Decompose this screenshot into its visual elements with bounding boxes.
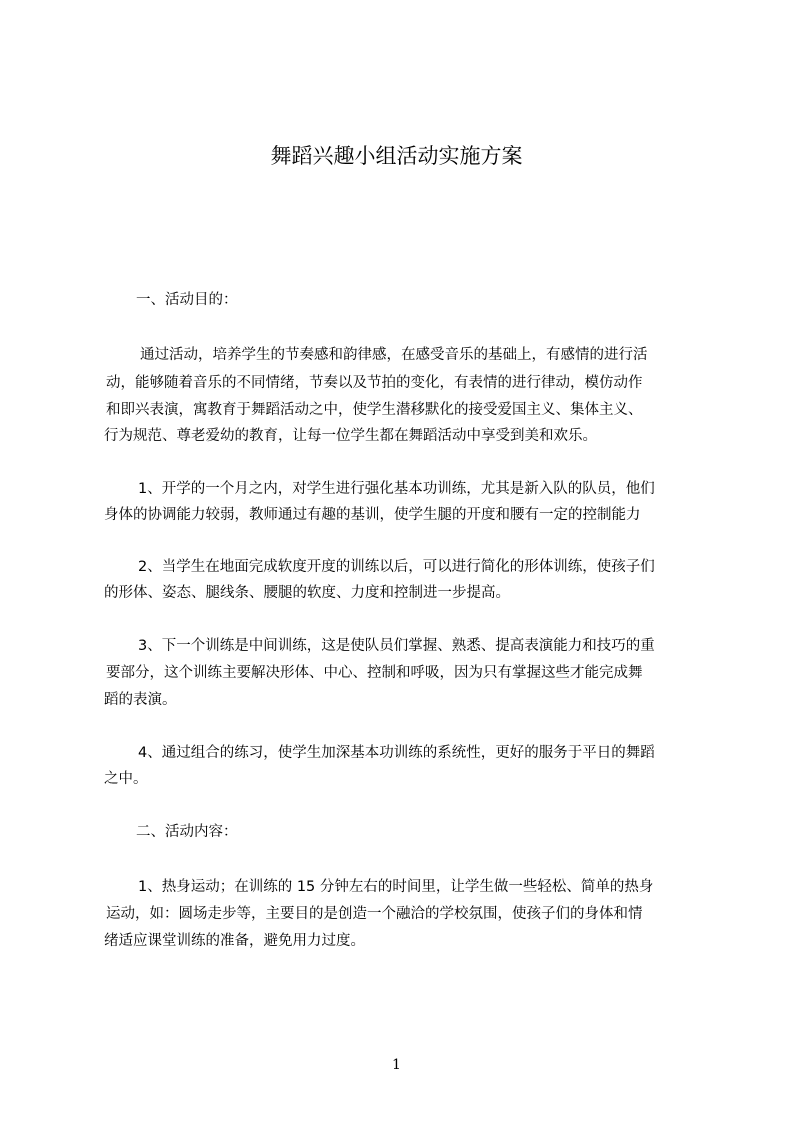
paragraph-line: 要部分，这个训练主要解决形体、中心、控制和呼吸，因为只有掌握这些才能完成舞 xyxy=(106,665,643,681)
paragraph-line: 身体的协调能力较弱，教师通过有趣的基训，使学生腿的开度和腰有一定的控制能力 xyxy=(104,507,641,523)
section-heading-purpose: 一、活动目的： xyxy=(136,292,238,308)
paragraph-line: 1、开学的一个月之内，对学生进行强化基本功训练，尤其是新入队的队员，他们 xyxy=(138,481,655,497)
paragraph-line: 通过活动，培养学生的节奏感和韵律感，在感受音乐的基础上，有感情的进行活 xyxy=(140,347,648,363)
paragraph-line: 蹈的表演。 xyxy=(104,692,177,708)
paragraph-line: 之中。 xyxy=(104,771,148,787)
paragraph-line: 动，能够随着音乐的不同情绪，节奏以及节拍的变化，有表情的进行律动，模仿动作 xyxy=(106,375,643,391)
paragraph-line: 的形体、姿态、腿线条、腰腿的软度、力度和控制进一步提高。 xyxy=(104,585,510,601)
paragraph-line: 运动，如：圆场走步等，主要目的是创造一个融洽的学校氛围，使孩子们的身体和情 xyxy=(106,906,643,922)
document-title: 舞蹈兴趣小组活动实施方案 xyxy=(270,144,523,168)
page-number: 1 xyxy=(392,1057,401,1073)
paragraph-line: 行为规范、尊老爱幼的教育，让每一位学生都在舞蹈活动中享受到美和欢乐。 xyxy=(104,428,597,444)
paragraph-line: 3、下一个训练是中间训练，这是使队员们掌握、熟悉、提高表演能力和技巧的重 xyxy=(138,638,655,654)
paragraph-line: 和即兴表演，寓教育于舞蹈活动之中，使学生潜移默化的接受爱国主义、集体主义、 xyxy=(106,402,643,418)
paragraph-line: 4、通过组合的练习，使学生加深基本功训练的系统性，更好的服务于平日的舞蹈 xyxy=(138,745,655,761)
paragraph-line: 绪适应课堂训练的准备，避免用力过度。 xyxy=(104,933,365,949)
section-heading-content: 二、活动内容： xyxy=(136,824,238,840)
paragraph-line: 1、热身运动；在训练的 15 分钟左右的时间里，让学生做一些轻松、简单的热身 xyxy=(138,879,654,895)
paragraph-line: 2、当学生在地面完成软度开度的训练以后，可以进行简化的形体训练，使孩子们 xyxy=(138,559,655,575)
